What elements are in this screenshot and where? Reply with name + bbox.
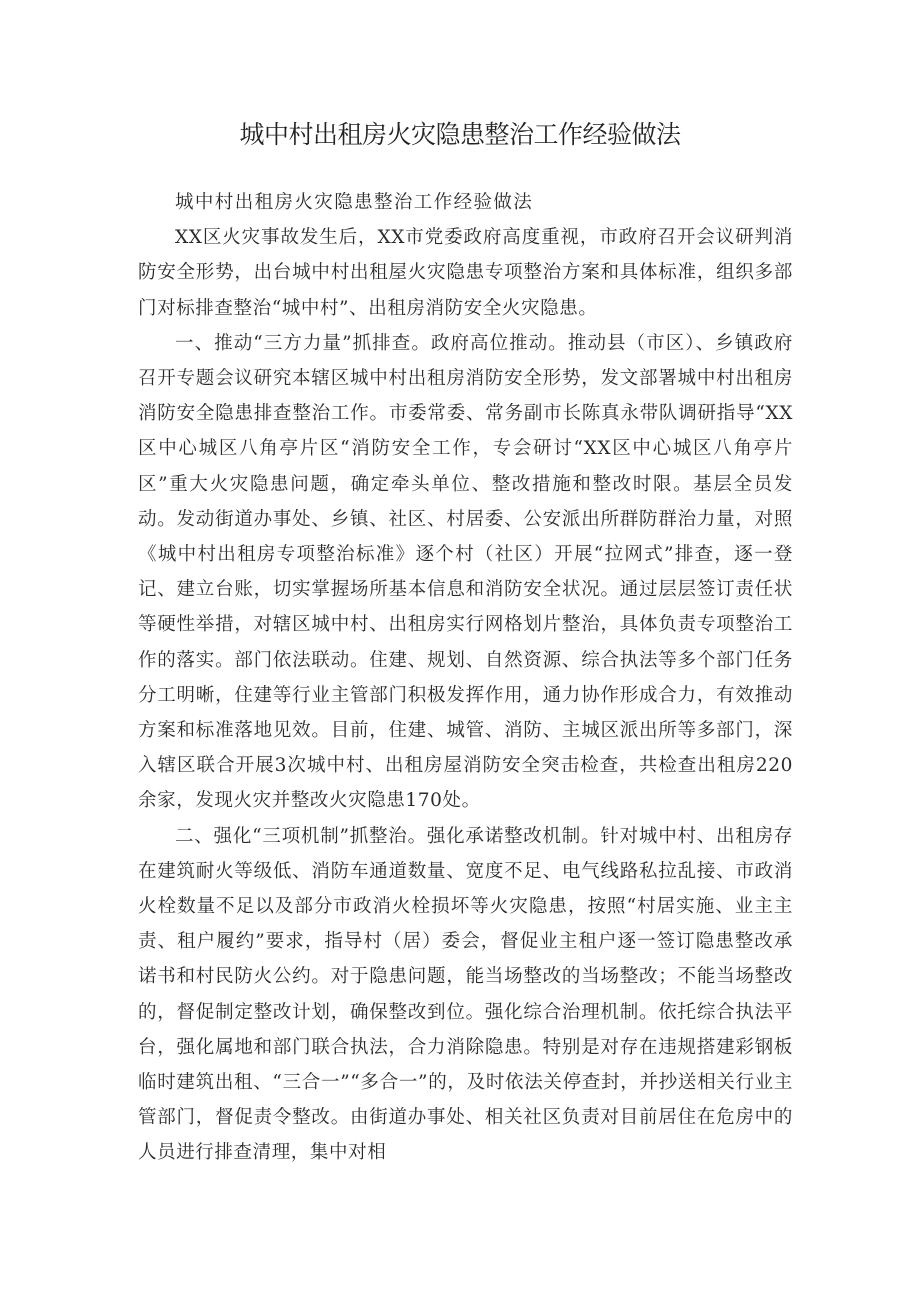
document-title: 城中村出租房火灾隐患整治工作经验做法 [239, 120, 681, 149]
paragraph-intro: XX区火灾事故发生后，XX市党委政府高度重视，市政府召开会议研判消防安全形势，出台城中村出租屋火灾隐患专项整治方案和具体标准，组织多部门对标排查整治“城中村”、出租房消防安全火灾隐患。 [138, 227, 793, 319]
document-body [138, 185, 793, 1171]
paragraph-section-1: 一、推动“三方力量”抓排查。政府高位推动。推动县（市区）、乡镇政府召开专题会议研究本辖区城中村出租房消防安全形势，发文部署城中村出租房消防安全隐患排查整治工作。市委常委、常务副市长陈真永带队调研指导“XX区中心城区八角亭片区“消防安全工作，专会研讨“XX区中心城区八角亭片区”重大火灾隐患问题，确定牵头单位、整改措施和整改时限。基层全员发动。发动街道办事处、乡镇、社区、村居委、公安派出所群防群治力量，对照《城中村出租房专项整治标准》逐个村（社区）开展“拉网式”排查，逐一登记、建立台账，切实掌握场所基本信息和消防安全状况。通过层层签订责任状等硬性举措，对辖区城中村、出租房实行网格划片整治，具体负责专项整治工作的落实。部门依法联动。住建、规划、自然资源、综合执法等多个部门任务分工明晰，住建等行业主管部门积极发挥作用，通力协作形成合力，有效推动方案和标准落地见效。目前，住建、城管、消防、主城区派出所等多部门，深入辖区联合开展3次城中村、出租房屋消防安全突击检查，共检查出租房220余家，发现火灾并整改火灾隐患170处。 [138, 332, 793, 812]
document-subtitle: 城中村出租房火灾隐患整治工作经验做法 [175, 192, 534, 213]
paragraph-section-2: 二、强化“三项机制”抓整治。强化承诺整改机制。针对城中村、出租房存在建筑耐火等级低、消防车通道数量、宽度不足、电气线路私拉乱接、市政消火栓数量不足以及部分市政消火栓损坏等火灾隐患，按照“村居实施、业主主责、租户履约”要求，指导村（居）委会，督促业主租户逐一签订隐患整改承诺书和村民防火公约。对于隐患问题，能当场整改的当场整改；不能当场整改的，督促制定整改计划，确保整改到位。强化综合治理机制。依托综合执法平台，强化属地和部门联合执法，合力消除隐患。特别是对存在违规搭建彩钢板临时建筑出租、“三合一”“多合一”的，及时依法关停查封，并抄送相关行业主管部门，督促责令整改。由街道办事处、相关社区负责对目前居住在危房中的人员进行排查清理，集中对相 [138, 825, 793, 1164]
